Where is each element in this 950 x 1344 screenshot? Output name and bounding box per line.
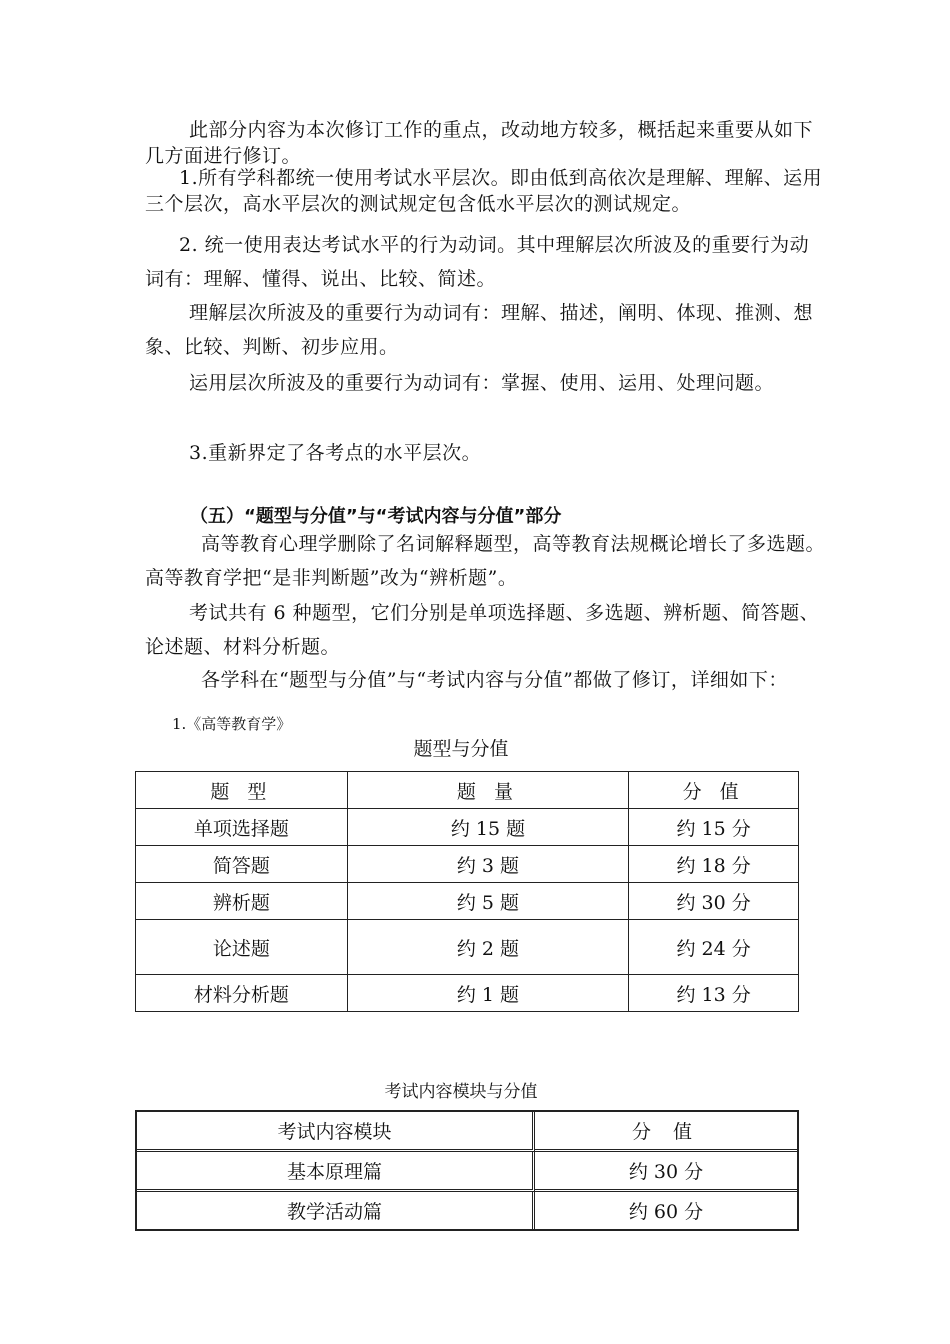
header-cell: 分 值 xyxy=(629,772,799,809)
paragraph-point-1: 1.所有学科都统一使用考试水平层次。即由低到高依次是理解、理解、运用三个层次，高水平层次的测试规定包含低水平层次的测试规定。 xyxy=(145,167,823,215)
header-cell: 题 量 xyxy=(347,772,629,809)
table-cell: 约 5 题 xyxy=(347,883,629,920)
table-cell: 约 60 分 xyxy=(628,1201,704,1223)
table-cell: 约 2 题 xyxy=(347,920,629,975)
table-cell: 约 13 分 xyxy=(629,975,799,1012)
paragraph-details-intro: 各学科在“题型与分值”与“考试内容与分值”都做了修订，详细如下： xyxy=(201,669,788,691)
table-caption-content-modules: 考试内容模块与分值 xyxy=(384,1082,538,1102)
question-types-table xyxy=(135,771,799,1012)
table-cell: 约 3 题 xyxy=(347,846,629,883)
header-cell: 考试内容模块 xyxy=(137,1112,535,1152)
table-cell: 基本原理篇 xyxy=(137,1152,535,1192)
table-cell: 约 15 题 xyxy=(347,809,629,846)
table-cell: 辨析题 xyxy=(136,883,348,920)
table-cell: 约 18 分 xyxy=(629,846,799,883)
table-row xyxy=(136,975,799,1012)
table-cell: 材料分析题 xyxy=(136,975,348,1012)
table-header-row xyxy=(137,1112,797,1152)
content-modules-table xyxy=(135,1110,799,1231)
table-cell: 约 24 分 xyxy=(629,920,799,975)
table-caption-question-types: 题型与分值 xyxy=(413,738,509,760)
header-cell: 题 型 xyxy=(136,772,348,809)
table-row xyxy=(137,1192,797,1229)
paragraph-application-verbs: 运用层次所波及的重要行为动词有：掌握、使用、运用、处理问题。 xyxy=(189,372,775,394)
table-row xyxy=(136,846,799,883)
table-row xyxy=(136,883,799,920)
paragraph-question-types-change: 高等教育心理学删除了名词解释题型，高等教育法规概论增长了多选题。高等教育学把“是非判断题”改为“辨析题”。 xyxy=(145,533,826,589)
table-cell: 单项选择题 xyxy=(136,809,348,846)
table-row xyxy=(137,1152,797,1192)
table-cell: 简答题 xyxy=(136,846,348,883)
paragraph-understanding-verbs: 理解层次所波及的重要行为动词有：理解、描述，阐明、体现、推测、想象、比较、判断、初步应用。 xyxy=(145,302,814,358)
table-cell: 约 1 题 xyxy=(347,975,629,1012)
section-heading: （五）“题型与分值”与“考试内容与分值”部分 xyxy=(190,506,562,527)
paragraph-point-2: 2. 统一使用表达考试水平的行为动词。其中理解层次所波及的重要行为动词有：理解、懂得、说出、比较、简述。 xyxy=(145,234,810,290)
paragraph-intro: 此部分内容为本次修订工作的重点，改动地方较多，概括起来重要从如下几方面进行修订。 xyxy=(145,119,814,167)
table-cell: 约 15 分 xyxy=(629,809,799,846)
table-row xyxy=(136,809,799,846)
table-cell: 教学活动篇 xyxy=(137,1192,535,1229)
table-cell: 论述题 xyxy=(136,920,348,975)
paragraph-point-3: 3.重新界定了各考点的水平层次。 xyxy=(189,442,482,464)
paragraph-six-types: 考试共有 6 种题型，它们分别是单项选择题、多选题、辨析题、简答题、论述题、材料分析题。 xyxy=(145,602,820,658)
table-cell: 约 30 分 xyxy=(535,1152,797,1192)
subject-item-higher-education: 1.《高等教育学》 xyxy=(172,715,292,733)
table-row xyxy=(136,920,799,975)
table-header-row xyxy=(136,772,799,809)
table-cell: 约 30 分 xyxy=(629,883,799,920)
header-cell: 分 值 xyxy=(535,1112,797,1152)
